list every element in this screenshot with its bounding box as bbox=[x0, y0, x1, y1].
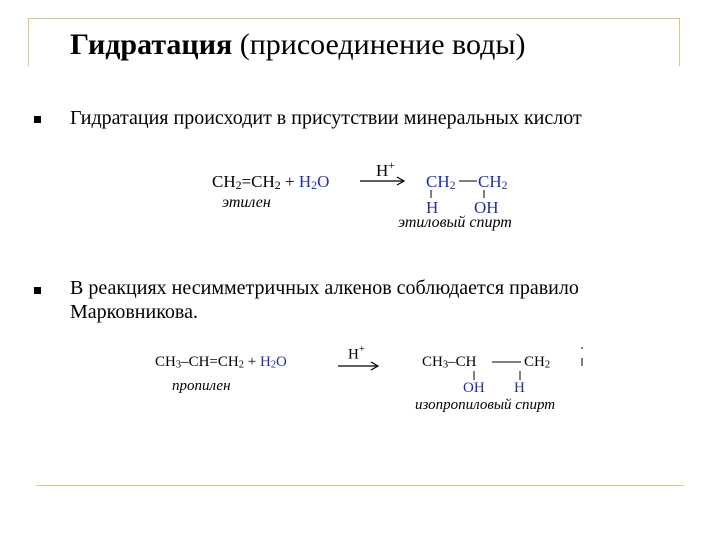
reaction2-product-name: изопропиловый спирт bbox=[415, 397, 556, 413]
reaction1-product-name: этиловый спирт bbox=[398, 214, 512, 231]
reaction1-reactants: $CH_2=CH_2 + H_2O$ bbox=[212, 172, 330, 192]
reaction1-product-right: $CH_2$ bbox=[478, 172, 508, 192]
reaction2-product-left: $CH_3-CH$ bbox=[422, 354, 477, 371]
reaction2-product-right: $CH_2$ bbox=[524, 354, 551, 371]
reaction2-arrow-icon bbox=[338, 362, 378, 370]
reaction1-sub-left: H bbox=[426, 198, 439, 217]
reaction2-sub-right: H bbox=[514, 380, 525, 396]
reaction1-product-left: $CH_2$ bbox=[426, 172, 456, 192]
title-bold: Гидратация bbox=[70, 28, 233, 61]
reaction2-reactant-name: пропилен bbox=[172, 378, 231, 394]
reaction2-catalyst: H+ bbox=[348, 344, 365, 363]
reaction1-arrow-icon bbox=[360, 177, 404, 185]
reaction1-sub-right: OH bbox=[474, 198, 499, 217]
point-1-text: Гидратация происходит в присутствии минеральных кислот bbox=[70, 107, 582, 129]
point-2-text: В реакциях несимметричных алкенов соблюдается правило Марковникова. bbox=[70, 277, 579, 323]
reaction2-reactants: $CH_3-CH=CH_2 + H_2O$ bbox=[155, 354, 287, 371]
reaction1-reactant-name: этилен bbox=[222, 194, 271, 211]
title-rest: (присоединение воды) bbox=[232, 28, 526, 61]
reaction1-catalyst: H+ bbox=[376, 158, 395, 181]
reaction2-sub-left: OH bbox=[463, 380, 485, 396]
